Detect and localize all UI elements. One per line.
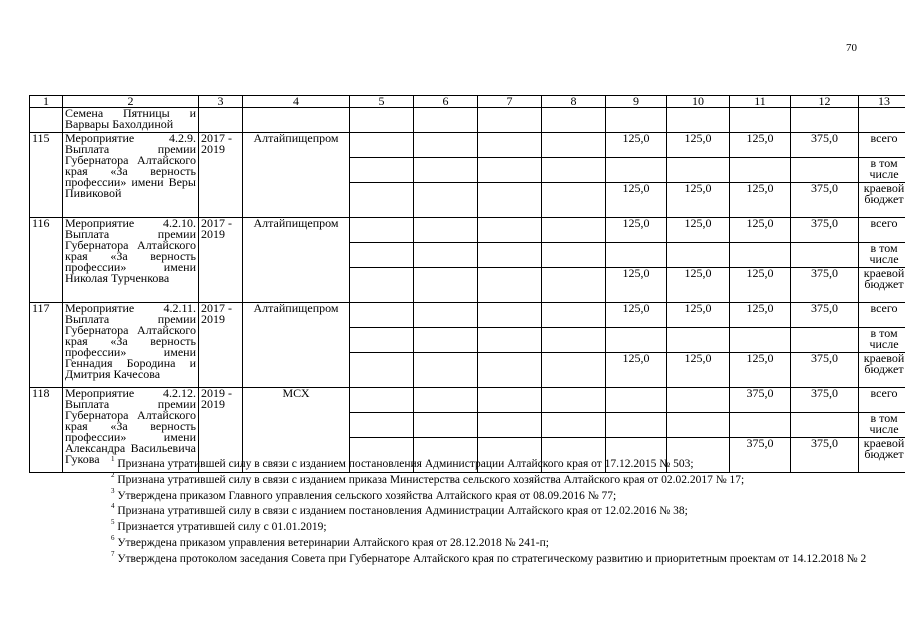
footnote-text: Признана утратившей силу в связи с изданием постановления Администрации Алтайского края от 12.02.2016 № 38;: [117, 505, 688, 518]
row-period: 2017 - 2019: [199, 303, 243, 388]
row-description: Мероприятие 4.2.12. Выплата премии Губернатора Алтайского края «За верность профессии» имени Александра Васильевича Гукова: [63, 388, 199, 473]
footnote-mark: 6: [111, 534, 115, 543]
value-cell: 375,0: [791, 388, 859, 413]
empty-cell: [350, 303, 414, 328]
row-executor: МСХ: [243, 388, 350, 473]
empty-cell: [478, 268, 542, 303]
empty-cell: [606, 108, 667, 133]
footnotes: [111, 454, 886, 565]
empty-cell: [414, 268, 478, 303]
empty-cell: [478, 108, 542, 133]
empty-cell: [350, 328, 414, 353]
column-header: 8: [542, 96, 606, 108]
empty-cell: [478, 328, 542, 353]
empty-cell: [350, 268, 414, 303]
empty-cell: [542, 268, 606, 303]
empty-cell: [350, 183, 414, 218]
empty-cell: [199, 108, 243, 133]
value-cell: 125,0: [667, 218, 730, 243]
column-header: 13: [859, 96, 905, 108]
footnote: [111, 486, 886, 502]
footnote: [111, 470, 886, 486]
table-header-row: [30, 96, 905, 108]
footnote: [111, 533, 886, 549]
empty-cell: [478, 413, 542, 438]
footnote-text: Признается утратившей силу с 01.01.2019;: [117, 521, 327, 534]
value-cell: 125,0: [730, 218, 791, 243]
measures-table: [29, 95, 905, 473]
funding-source-label: краевой бюджет: [859, 183, 905, 218]
value-cell: 125,0: [730, 268, 791, 303]
value-cell: [730, 243, 791, 268]
footnote: [111, 517, 886, 533]
value-cell: 375,0: [791, 438, 859, 473]
footnote: [111, 454, 886, 470]
value-cell: 125,0: [667, 303, 730, 328]
funding-source-label: в том числе: [859, 158, 905, 183]
column-header: 3: [199, 96, 243, 108]
empty-cell: [414, 183, 478, 218]
table-row: [30, 303, 905, 328]
funding-source-label: всего: [859, 218, 905, 243]
value-cell: [606, 388, 667, 413]
footnote-mark: 4: [111, 502, 115, 511]
value-cell: 125,0: [606, 183, 667, 218]
value-cell: 375,0: [791, 303, 859, 328]
value-cell: [606, 328, 667, 353]
value-cell: [791, 243, 859, 268]
row-number: 118: [30, 388, 63, 473]
column-header: 4: [243, 96, 350, 108]
empty-cell: [859, 108, 905, 133]
empty-cell: [478, 243, 542, 268]
value-cell: 125,0: [606, 133, 667, 158]
table-row: [30, 133, 905, 158]
empty-cell: [414, 388, 478, 413]
value-cell: 375,0: [791, 218, 859, 243]
funding-source-label: всего: [859, 303, 905, 328]
value-cell: 375,0: [730, 388, 791, 413]
row-number: 116: [30, 218, 63, 303]
value-cell: [667, 328, 730, 353]
row-description: Мероприятие 4.2.9. Выплата премии Губернатора Алтайского края «За верность профессии» имени Веры Пивиковой: [63, 133, 199, 218]
value-cell: [791, 158, 859, 183]
empty-cell: [542, 353, 606, 388]
table-row: [30, 218, 905, 243]
funding-source-label: краевой бюджет: [859, 353, 905, 388]
row-period: 2019 - 2019: [199, 388, 243, 473]
footnote-text: Утверждена приказом Главного управления сельского хозяйства Алтайского края от 08.09.2016 № 77;: [117, 489, 617, 502]
empty-cell: [478, 353, 542, 388]
empty-cell: [542, 388, 606, 413]
table-row: [30, 108, 905, 133]
footnote-text: Признана утратившей силу в связи с изданием постановления Администрации Алтайского края от 17.12.2015 № 503;: [117, 457, 694, 470]
column-header: 1: [30, 96, 63, 108]
row-number: 117: [30, 303, 63, 388]
column-header: 10: [667, 96, 730, 108]
column-header: 7: [478, 96, 542, 108]
row-executor: Алтайпищепром: [243, 133, 350, 218]
value-cell: 375,0: [791, 268, 859, 303]
empty-cell: [542, 413, 606, 438]
row-description: Семена Пятницы и Варвары Бахолдиной: [63, 108, 199, 133]
column-header: 6: [414, 96, 478, 108]
value-cell: [730, 328, 791, 353]
footnote-text: Утверждена протоколом заседания Совета при Губернаторе Алтайского края по стратегическому развитию и приоритетным проектам от 14.12.2018 № 2: [117, 552, 867, 565]
empty-cell: [478, 133, 542, 158]
row-executor: Алтайпищепром: [243, 218, 350, 303]
empty-cell: [542, 243, 606, 268]
empty-cell: [791, 108, 859, 133]
empty-cell: [414, 133, 478, 158]
empty-cell: [478, 388, 542, 413]
value-cell: 375,0: [730, 438, 791, 473]
value-cell: [667, 158, 730, 183]
funding-source-label: краевой бюджет: [859, 438, 905, 473]
empty-cell: [350, 158, 414, 183]
empty-cell: [542, 133, 606, 158]
empty-cell: [350, 353, 414, 388]
funding-source-label: в том числе: [859, 328, 905, 353]
value-cell: [791, 413, 859, 438]
empty-cell: [542, 183, 606, 218]
empty-cell: [478, 303, 542, 328]
value-cell: 125,0: [606, 303, 667, 328]
value-cell: [606, 158, 667, 183]
empty-cell: [414, 353, 478, 388]
value-cell: 375,0: [791, 353, 859, 388]
value-cell: 125,0: [606, 353, 667, 388]
empty-cell: [478, 158, 542, 183]
value-cell: 125,0: [730, 353, 791, 388]
empty-cell: [414, 218, 478, 243]
footnote-text: Утверждена приказом управления ветеринарии Алтайского края от 28.12.2018 № 241-п;: [117, 536, 549, 549]
footnote-mark: 2: [111, 470, 115, 479]
row-period: 2017 - 2019: [199, 218, 243, 303]
row-executor: Алтайпищепром: [243, 303, 350, 388]
empty-cell: [350, 133, 414, 158]
empty-cell: [350, 108, 414, 133]
empty-cell: [542, 328, 606, 353]
value-cell: [791, 328, 859, 353]
empty-cell: [478, 218, 542, 243]
empty-cell: [350, 218, 414, 243]
value-cell: 125,0: [667, 133, 730, 158]
empty-cell: [542, 158, 606, 183]
value-cell: [667, 243, 730, 268]
value-cell: 125,0: [730, 133, 791, 158]
footnote-mark: 1: [111, 455, 115, 463]
value-cell: 125,0: [730, 303, 791, 328]
value-cell: 125,0: [730, 183, 791, 218]
value-cell: 125,0: [667, 268, 730, 303]
empty-cell: [414, 303, 478, 328]
empty-cell: [542, 303, 606, 328]
footnote: [111, 501, 886, 517]
footnote-mark: 5: [111, 518, 115, 527]
empty-cell: [414, 328, 478, 353]
footnote-mark: 3: [111, 486, 115, 495]
empty-cell: [542, 218, 606, 243]
value-cell: [730, 158, 791, 183]
funding-source-label: всего: [859, 388, 905, 413]
column-header: 12: [791, 96, 859, 108]
row-period: 2017 - 2019: [199, 133, 243, 218]
page-number: 70: [846, 42, 857, 54]
empty-cell: [414, 158, 478, 183]
funding-source-label: в том числе: [859, 243, 905, 268]
empty-cell: [350, 388, 414, 413]
value-cell: 125,0: [667, 353, 730, 388]
footnote: [111, 549, 886, 565]
value-cell: [667, 388, 730, 413]
empty-cell: [243, 108, 350, 133]
empty-cell: [542, 108, 606, 133]
empty-cell: [414, 243, 478, 268]
empty-cell: [478, 183, 542, 218]
value-cell: 375,0: [791, 183, 859, 218]
value-cell: [606, 413, 667, 438]
empty-cell: [350, 413, 414, 438]
row-description: Мероприятие 4.2.10. Выплата премии Губернатора Алтайского края «За верность профессии» имени Николая Турченкова: [63, 218, 199, 303]
value-cell: 125,0: [606, 268, 667, 303]
row-description: Мероприятие 4.2.11. Выплата премии Губернатора Алтайского края «За верность профессии» имени Геннадия Бородина и Дмитрия Качесова: [63, 303, 199, 388]
empty-cell: [730, 108, 791, 133]
empty-cell: [414, 108, 478, 133]
empty-cell: [667, 108, 730, 133]
value-cell: [606, 243, 667, 268]
column-header: 11: [730, 96, 791, 108]
column-header: 2: [63, 96, 199, 108]
row-number: 115: [30, 133, 63, 218]
table-row: [30, 388, 905, 413]
row-number-cell: [30, 108, 63, 133]
footnote-text: Признана утратившей силу в связи с изданием приказа Министерства сельского хозяйства Алтайского края от 02.02.2017 № 17;: [117, 473, 745, 486]
funding-source-label: краевой бюджет: [859, 268, 905, 303]
value-cell: [730, 413, 791, 438]
footnote-mark: 7: [111, 549, 115, 558]
value-cell: 125,0: [606, 218, 667, 243]
funding-source-label: в том числе: [859, 413, 905, 438]
value-cell: 375,0: [791, 133, 859, 158]
value-cell: [667, 413, 730, 438]
empty-cell: [414, 413, 478, 438]
value-cell: 125,0: [667, 183, 730, 218]
column-header: 9: [606, 96, 667, 108]
empty-cell: [350, 243, 414, 268]
column-header: 5: [350, 96, 414, 108]
funding-source-label: всего: [859, 133, 905, 158]
